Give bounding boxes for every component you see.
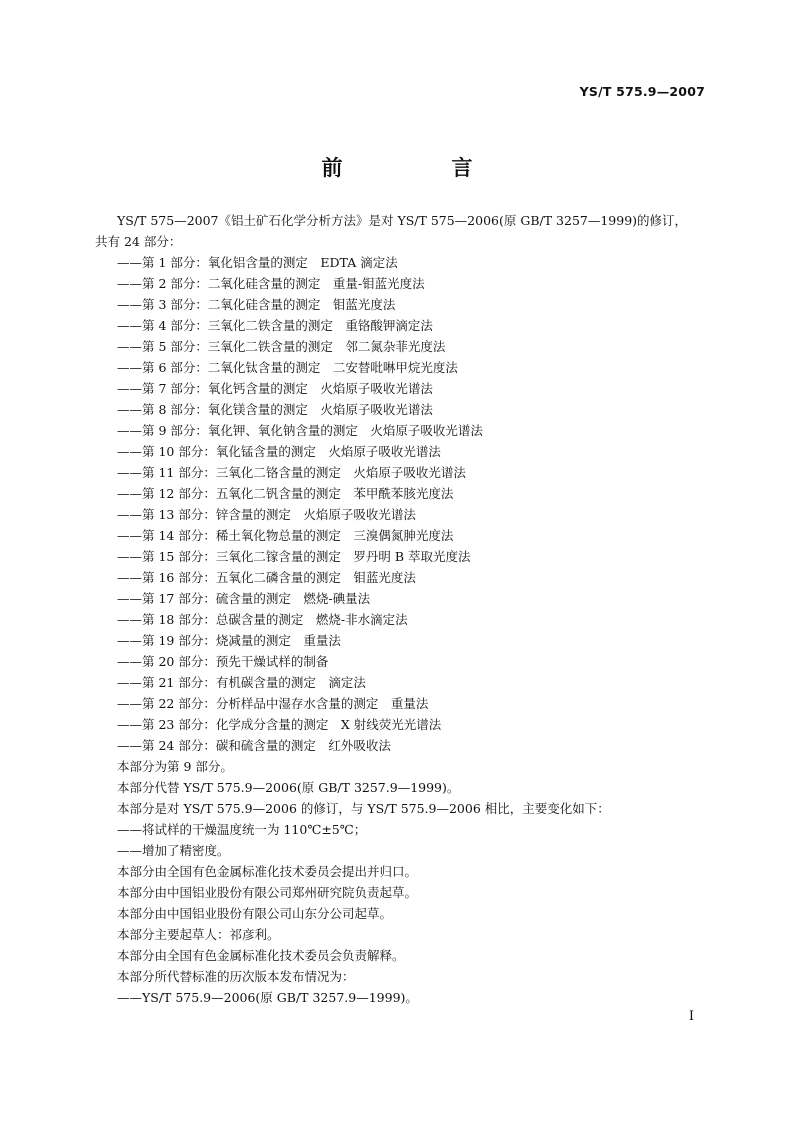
- part-list-item: ——第 8 部分：氧化镁含量的测定 火焰原子吸收光谱法: [117, 402, 433, 417]
- change-list-item: ——将试样的干燥温度统一为 110℃±5℃；: [117, 822, 367, 837]
- intro-line: 共有 24 部分：: [95, 234, 182, 249]
- note-line: 本部分主要起草人：祁彦利。: [117, 927, 280, 942]
- part-list-item: ——第 11 部分：三氧化二铬含量的测定 火焰原子吸收光谱法: [117, 465, 466, 480]
- part-list-item: ——第 13 部分：锌含量的测定 火焰原子吸收光谱法: [117, 507, 416, 522]
- standard-code: YS/T 575.9—2007: [579, 84, 705, 99]
- note-line: 本部分由中国铝业股份有限公司山东分公司起草。: [117, 906, 393, 921]
- intro-line: YS/T 575—2007《铝土矿石化学分析方法》是对 YS/T 575—2006(原 GB/T 3257—1999)的修订，: [117, 213, 688, 228]
- part-list-item: ——第 9 部分：氧化钾、氧化钠含量的测定 火焰原子吸收光谱法: [117, 423, 483, 438]
- version-list-item: ——YS/T 575.9—2006(原 GB/T 3257.9—1999)。: [117, 990, 418, 1005]
- part-list-item: ——第 6 部分：二氧化钛含量的测定 二安替吡啉甲烷光度法: [117, 360, 458, 375]
- part-list-item: ——第 1 部分：氧化铝含量的测定 EDTA 滴定法: [117, 255, 398, 270]
- part-list-item: ——第 12 部分：五氧化二钒含量的测定 苯甲酰苯胲光度法: [117, 486, 454, 501]
- note-line: 本部分由全国有色金属标准化技术委员会负责解释。: [117, 948, 405, 963]
- document-body: [95, 210, 715, 1008]
- part-list-item: ——第 3 部分：二氧化硅含量的测定 钼蓝光度法: [117, 297, 396, 312]
- part-list-item: ——第 18 部分：总碳含量的测定 燃烧-非水滴定法: [117, 612, 408, 627]
- note-line: 本部分代替 YS/T 575.9—2006(原 GB/T 3257.9—1999)。: [117, 780, 460, 795]
- page-title: 前 言: [321, 156, 517, 180]
- part-list-item: ——第 15 部分：三氧化二镓含量的测定 罗丹明 B 萃取光度法: [117, 549, 471, 564]
- part-list-item: ——第 17 部分：硫含量的测定 燃烧-碘量法: [117, 591, 371, 606]
- part-list-item: ——第 5 部分：三氧化二铁含量的测定 邻二氮杂菲光度法: [117, 339, 446, 354]
- part-list-item: ——第 4 部分：三氧化二铁含量的测定 重铬酸钾滴定法: [117, 318, 433, 333]
- part-list-item: ——第 24 部分：碳和硫含量的测定 红外吸收法: [117, 738, 391, 753]
- note-line: 本部分为第 9 部分。: [117, 759, 233, 774]
- note-line: 本部分是对 YS/T 575.9—2006 的修订，与 YS/T 575.9—2006 相比，主要变化如下：: [117, 801, 610, 816]
- part-list-item: ——第 20 部分：预先干燥试样的制备: [117, 654, 329, 669]
- part-list-item: ——第 10 部分：氧化锰含量的测定 火焰原子吸收光谱法: [117, 444, 441, 459]
- change-list-item: ——增加了精密度。: [117, 843, 230, 858]
- part-list-item: ——第 2 部分：二氧化硅含量的测定 重量-钼蓝光度法: [117, 276, 425, 291]
- note-line: 本部分由中国铝业股份有限公司郑州研究院负责起草。: [117, 885, 418, 900]
- part-list-item: ——第 16 部分：五氧化二磷含量的测定 钼蓝光度法: [117, 570, 416, 585]
- part-list-item: ——第 23 部分：化学成分含量的测定 X 射线荧光光谱法: [117, 717, 442, 732]
- part-list-item: ——第 7 部分：氧化钙含量的测定 火焰原子吸收光谱法: [117, 381, 433, 396]
- note-line: 本部分由全国有色金属标准化技术委员会提出并归口。: [117, 864, 418, 879]
- note-line: 本部分所代替标准的历次版本发布情况为：: [117, 969, 355, 984]
- part-list-item: ——第 14 部分：稀土氧化物总量的测定 三溴偶氮胂光度法: [117, 528, 454, 543]
- part-list-item: ——第 22 部分：分析样品中湿存水含量的测定 重量法: [117, 696, 429, 711]
- part-list-item: ——第 21 部分：有机碳含量的测定 滴定法: [117, 675, 366, 690]
- part-list-item: ——第 19 部分：烧减量的测定 重量法: [117, 633, 341, 648]
- page-number: I: [688, 1009, 694, 1024]
